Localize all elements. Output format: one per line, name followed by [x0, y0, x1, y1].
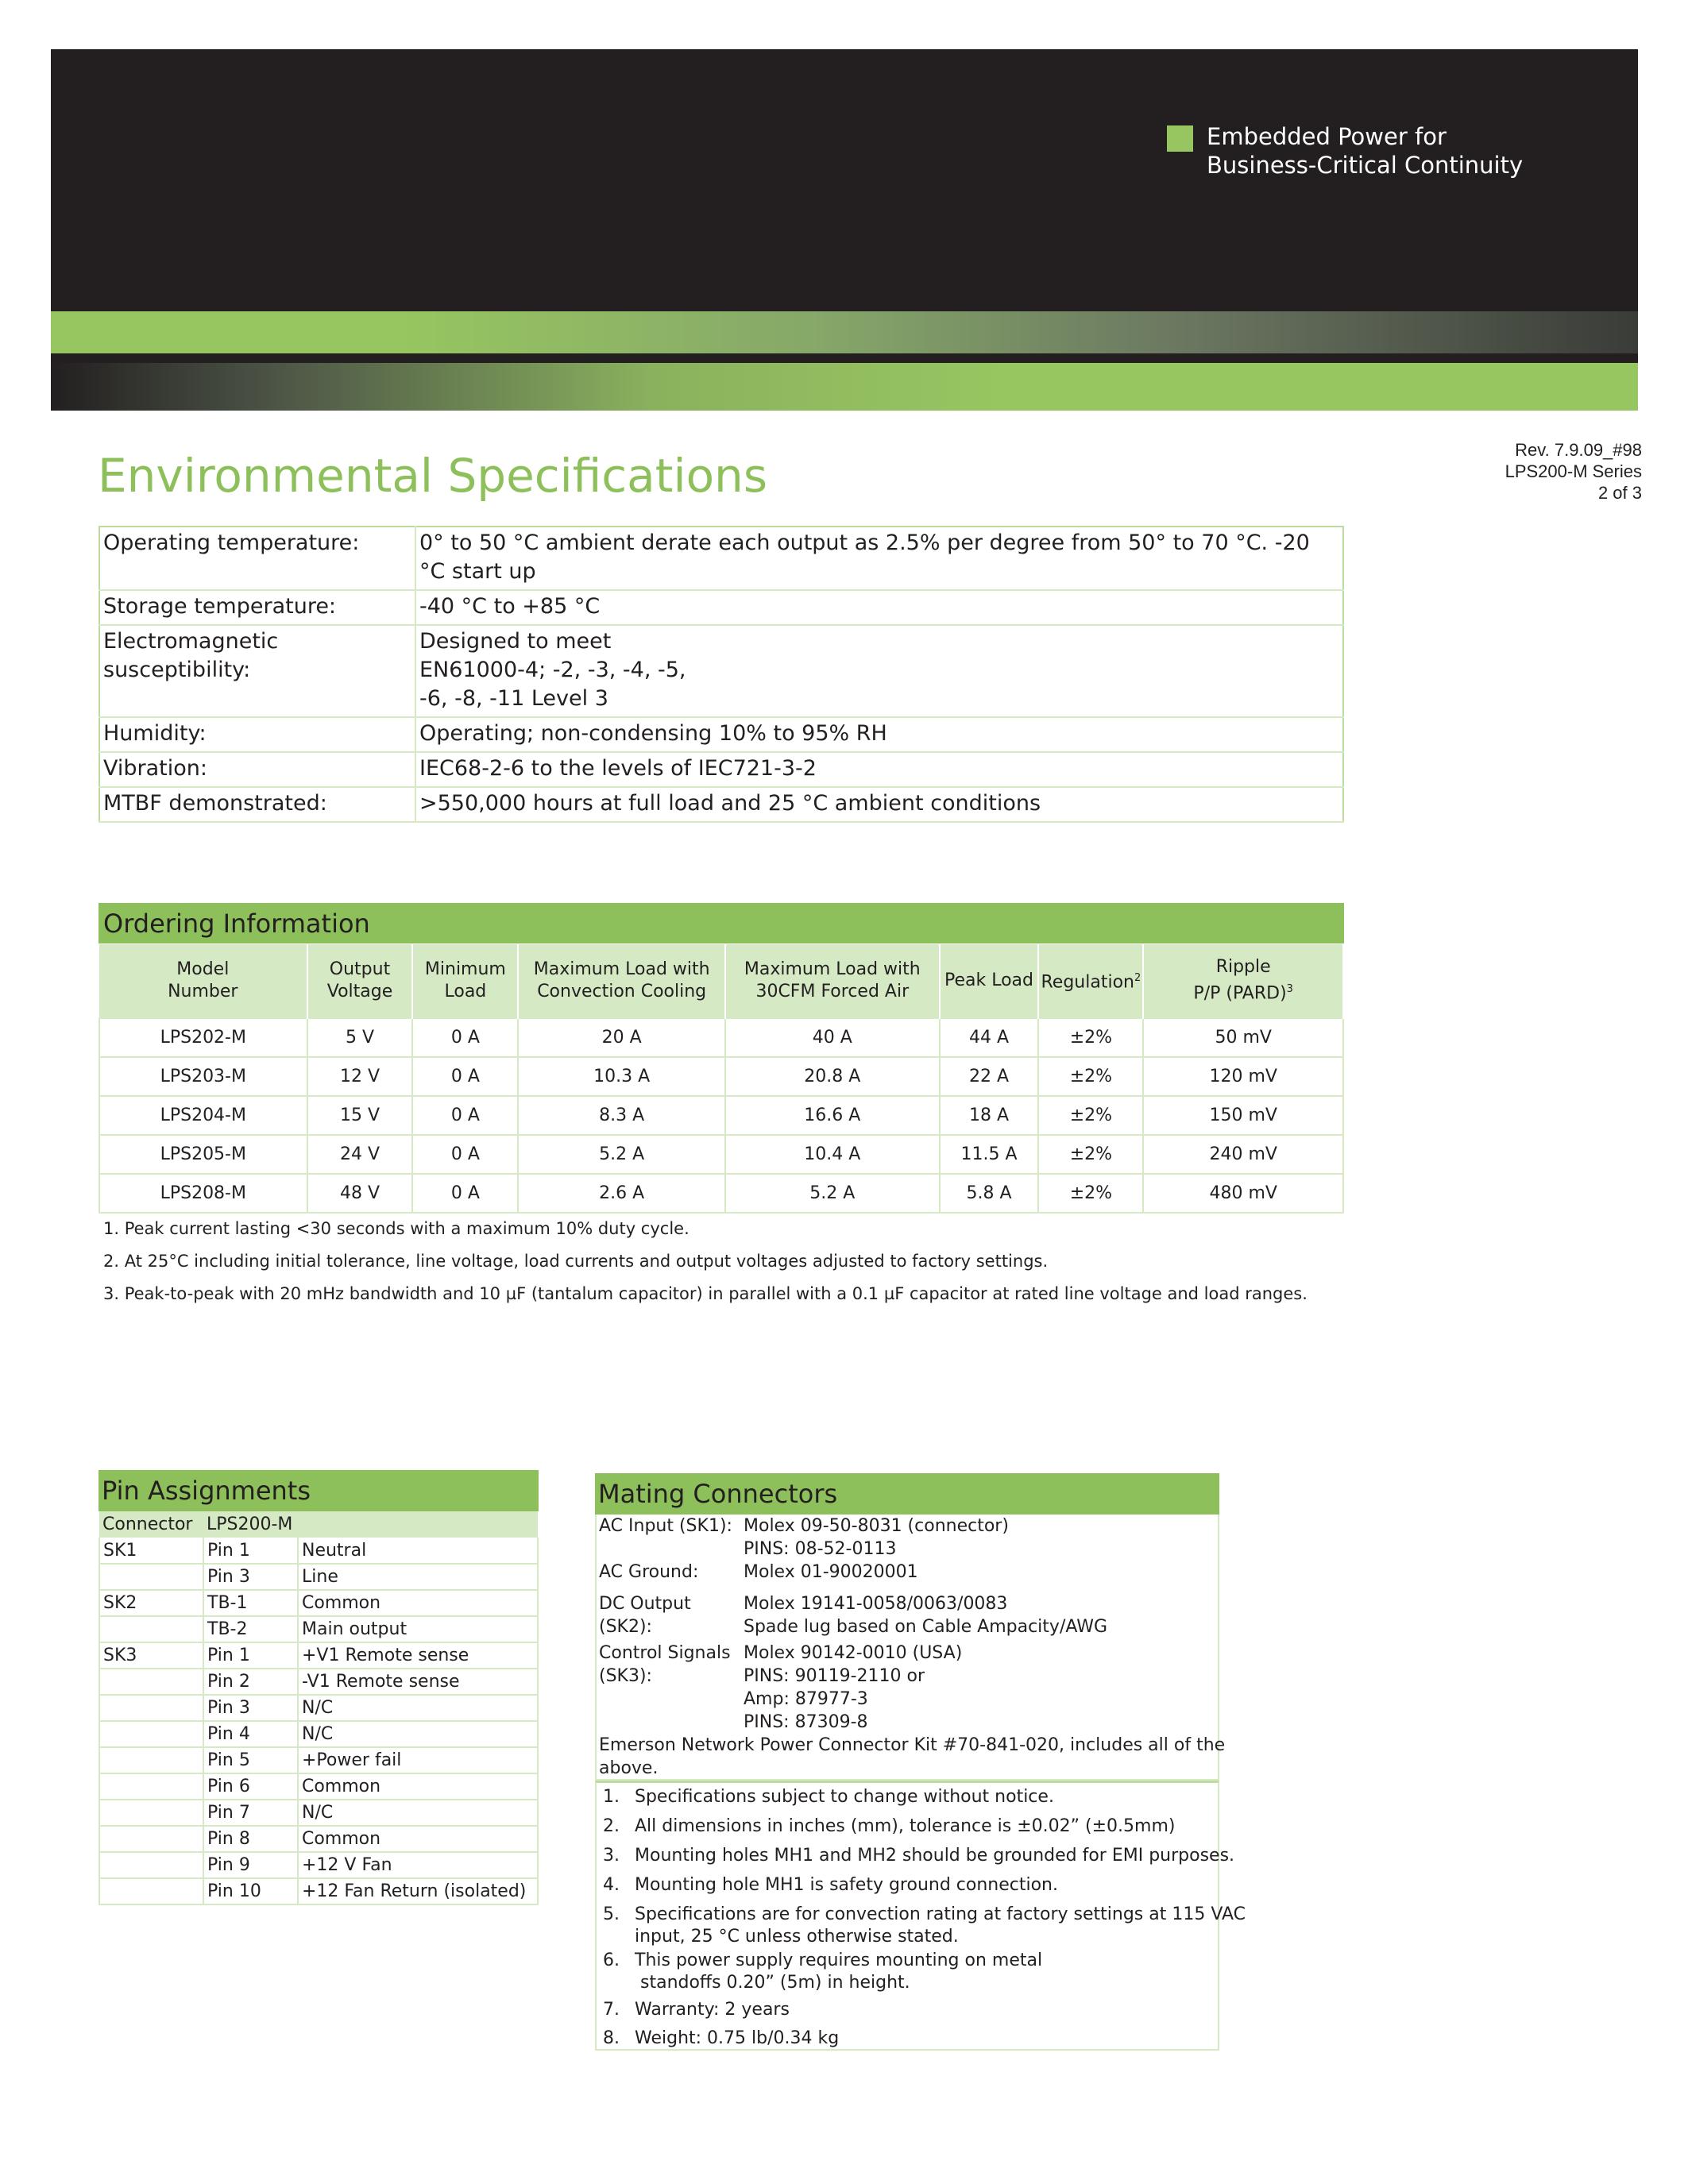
pin-cell: TB-2: [203, 1616, 298, 1642]
regulation-cell: ±2%: [1038, 1135, 1143, 1174]
convection-cell: 5.2 A: [518, 1135, 725, 1174]
ripple-cell: 150 mV: [1143, 1096, 1343, 1135]
ordering-footnote: 1. Peak current lasting <30 seconds with a maximum 10% duty cycle.: [103, 1219, 689, 1238]
function-cell: Neutral: [298, 1538, 538, 1564]
forced-air-cell: 5.2 A: [725, 1174, 940, 1213]
function-cell: N/C: [298, 1721, 538, 1747]
pin-cell: Pin 7: [203, 1800, 298, 1826]
control-signals-label-2: (SK3):: [599, 1666, 652, 1686]
function-cell: N/C: [298, 1800, 538, 1826]
table-row: [99, 1096, 1343, 1135]
table-row: [99, 1721, 538, 1747]
peak-cell: 22 A: [940, 1057, 1039, 1096]
pin-cell: Pin 5: [203, 1747, 298, 1773]
pin-assignments-title: Pin Assignments: [98, 1470, 539, 1511]
env-value: >550,000 hours at full load and 25 °C ambient conditions: [415, 787, 1343, 822]
function-cell: Common: [298, 1773, 538, 1800]
minload-cell: 0 A: [412, 1018, 518, 1057]
ac-input-pins: PINS: 08-52-0113: [744, 1539, 897, 1559]
voltage-cell: 48 V: [307, 1174, 413, 1213]
regulation-cell: ±2%: [1038, 1057, 1143, 1096]
control-signals-value-4: PINS: 87309-8: [744, 1712, 868, 1732]
function-cell: Line: [298, 1564, 538, 1590]
pin-header-connector: Connector: [99, 1511, 203, 1538]
ordering-header-row: [99, 944, 1343, 1018]
col-voltage-header: Output Voltage: [307, 944, 413, 1018]
regulation-cell: ±2%: [1038, 1018, 1143, 1057]
pin-assignments-table: [98, 1511, 539, 1905]
table-row: [99, 1878, 538, 1904]
control-signals-label: Control Signals: [599, 1643, 731, 1663]
env-value: IEC68-2-6 to the levels of IEC721-3-2: [415, 752, 1343, 787]
function-cell: +V1 Remote sense: [298, 1642, 538, 1669]
forced-air-cell: 10.4 A: [725, 1135, 940, 1174]
table-row: [99, 1747, 538, 1773]
control-signals-value-2: PINS: 90119-2110 or: [744, 1666, 925, 1686]
env-row: [99, 527, 1343, 590]
env-value: -40 °C to +85 °C: [415, 590, 1343, 625]
convection-cell: 20 A: [518, 1018, 725, 1057]
dc-output-value-2: Spade lug based on Cable Ampacity/AWG: [744, 1617, 1108, 1637]
env-label: Humidity:: [99, 717, 415, 752]
function-cell: Common: [298, 1826, 538, 1852]
list-item: 6. This power supply requires mounting on metal: [603, 1951, 1043, 1970]
regulation-cell: ±2%: [1038, 1174, 1143, 1213]
dc-output-label: DC Output: [599, 1594, 691, 1614]
pin-cell: Pin 3: [203, 1695, 298, 1721]
connector-cell: [99, 1773, 203, 1800]
voltage-cell: 12 V: [307, 1057, 413, 1096]
function-cell: N/C: [298, 1695, 538, 1721]
env-label: Operating temperature:: [99, 527, 415, 590]
table-row: [99, 1852, 538, 1878]
forced-air-cell: 20.8 A: [725, 1057, 940, 1096]
convection-cell: 8.3 A: [518, 1096, 725, 1135]
col-model-header: Model Number: [99, 944, 307, 1018]
pin-cell: TB-1: [203, 1590, 298, 1616]
list-item: 4. Mounting hole MH1 is safety ground connection.: [603, 1875, 1058, 1895]
model-cell: LPS204-M: [99, 1096, 307, 1135]
ordering-footnote: 2. At 25°C including initial tolerance, line voltage, load currents and output voltages adjusted to factory settings.: [103, 1252, 1049, 1271]
col-minload-header: Minimum Load: [412, 944, 518, 1018]
table-row: [99, 1695, 538, 1721]
minload-cell: 0 A: [412, 1096, 518, 1135]
function-cell: +12 Fan Return (isolated): [298, 1878, 538, 1904]
table-row: [99, 1773, 538, 1800]
pin-cell: Pin 8: [203, 1826, 298, 1852]
control-signals-value: Molex 90142-0010 (USA): [744, 1643, 963, 1663]
connector-cell: [99, 1695, 203, 1721]
col-regulation-header: Regulation$^2$: [1038, 944, 1143, 1018]
pin-header-model: LPS200-M: [203, 1511, 538, 1538]
table-row: [99, 1174, 1343, 1213]
page-title: Environmental Specifications: [98, 449, 768, 503]
pin-cell: Pin 2: [203, 1669, 298, 1695]
forced-air-cell: 40 A: [725, 1018, 940, 1057]
minload-cell: 0 A: [412, 1057, 518, 1096]
env-label: Electromagnetic susceptibility:: [99, 625, 415, 717]
env-row: [99, 590, 1343, 625]
table-row: [99, 1538, 538, 1564]
pin-cell: Pin 1: [203, 1642, 298, 1669]
environmental-spec-table: [98, 526, 1344, 823]
ripple-cell: 120 mV: [1143, 1057, 1343, 1096]
connector-kit-line-2: above.: [599, 1758, 659, 1778]
ripple-cell: 480 mV: [1143, 1174, 1343, 1213]
ripple-cell: 240 mV: [1143, 1135, 1343, 1174]
connector-cell: [99, 1564, 203, 1590]
minload-cell: 0 A: [412, 1135, 518, 1174]
pin-cell: Pin 6: [203, 1773, 298, 1800]
control-signals-value-3: Amp: 87977-3: [744, 1689, 868, 1709]
env-label: MTBF demonstrated:: [99, 787, 415, 822]
brand-square-icon: [1167, 125, 1193, 152]
ordering-footnote: 3. Peak-to-peak with 20 mHz bandwidth and 10 µF (tantalum capacitor) in parallel with a 0.1 µF capacitor at rated line voltage and load ranges.: [103, 1284, 1308, 1303]
env-label: Vibration:: [99, 752, 415, 787]
tagline-line-1: Embedded Power for: [1207, 123, 1447, 150]
env-row: [99, 625, 1343, 717]
model-cell: LPS202-M: [99, 1018, 307, 1057]
env-row: [99, 752, 1343, 787]
env-value: Designed to meet EN61000-4; -2, -3, -4, -5, -6, -8, -11 Level 3: [415, 625, 1343, 717]
table-row: [99, 1616, 538, 1642]
ac-input-value: Molex 09-50-8031 (connector): [744, 1516, 1009, 1536]
table-row: [99, 1800, 538, 1826]
table-row: [99, 1826, 538, 1852]
connector-cell: [99, 1826, 203, 1852]
peak-cell: 11.5 A: [940, 1135, 1039, 1174]
model-cell: LPS208-M: [99, 1174, 307, 1213]
ripple-cell: 50 mV: [1143, 1018, 1343, 1057]
ac-ground-value: Molex 01-90020001: [744, 1562, 918, 1582]
forced-air-cell: 16.6 A: [725, 1096, 940, 1135]
page-number: 2 of 3: [1597, 483, 1642, 503]
table-row: [99, 1564, 538, 1590]
connector-cell: SK1: [99, 1538, 203, 1564]
env-value: 0° to 50 °C ambient derate each output as 2.5% per degree from 50° to 70 °C. -20 °C start up: [415, 527, 1343, 590]
model-cell: LPS203-M: [99, 1057, 307, 1096]
col-forced-air-header: Maximum Load with 30CFM Forced Air: [725, 944, 940, 1018]
model-cell: LPS205-M: [99, 1135, 307, 1174]
pin-header-row: [99, 1511, 538, 1538]
revision-label: Rev. 7.9.09_#98: [1515, 440, 1642, 460]
connector-cell: [99, 1616, 203, 1642]
env-label: Storage temperature:: [99, 590, 415, 625]
mating-connectors-title: Mating Connectors: [595, 1473, 1219, 1515]
list-item-continued: standoffs 0.20” (5m) in height.: [635, 1973, 910, 1993]
ordering-section-title: Ordering Information: [98, 903, 1344, 943]
list-item-continued: input, 25 °C unless otherwise stated.: [635, 1927, 959, 1947]
function-cell: +12 V Fan: [298, 1852, 538, 1878]
table-row: [99, 1669, 538, 1695]
peak-cell: 5.8 A: [940, 1174, 1039, 1213]
list-item: 8. Weight: 0.75 lb/0.34 kg: [603, 2028, 840, 2048]
series-label: LPS200-M Series: [1505, 461, 1642, 481]
minload-cell: 0 A: [412, 1174, 518, 1213]
list-item: 7. Warranty: 2 years: [603, 2000, 790, 2020]
connector-cell: [99, 1878, 203, 1904]
connector-kit-line: Emerson Network Power Connector Kit #70-841-020, includes all of the: [599, 1735, 1226, 1755]
list-item: 2. All dimensions in inches (mm), tolerance is ±0.02” (±0.5mm): [603, 1816, 1176, 1836]
connector-cell: [99, 1747, 203, 1773]
connector-cell: SK3: [99, 1642, 203, 1669]
env-row: [99, 717, 1343, 752]
table-row: [99, 1135, 1343, 1174]
env-value: Operating; non-condensing 10% to 95% RH: [415, 717, 1343, 752]
connector-cell: [99, 1669, 203, 1695]
pin-cell: Pin 10: [203, 1878, 298, 1904]
table-row: [99, 1018, 1343, 1057]
voltage-cell: 5 V: [307, 1018, 413, 1057]
connector-cell: [99, 1721, 203, 1747]
ac-ground-label: AC Ground:: [599, 1562, 699, 1582]
table-row: [99, 1642, 538, 1669]
list-item: 5. Specifications are for convection rating at factory settings at 115 VAC: [603, 1904, 1246, 1924]
convection-cell: 10.3 A: [518, 1057, 725, 1096]
env-row: [99, 787, 1343, 822]
peak-cell: 18 A: [940, 1096, 1039, 1135]
function-cell: -V1 Remote sense: [298, 1669, 538, 1695]
col-ripple-header: Ripple P/P (PARD)$^3$: [1143, 944, 1343, 1018]
table-row: [99, 1590, 538, 1616]
pin-cell: Pin 4: [203, 1721, 298, 1747]
voltage-cell: 24 V: [307, 1135, 413, 1174]
function-cell: Main output: [298, 1616, 538, 1642]
connector-cell: SK2: [99, 1590, 203, 1616]
function-cell: Common: [298, 1590, 538, 1616]
mating-connectors-box: [595, 1515, 1226, 1781]
peak-cell: 44 A: [940, 1018, 1039, 1057]
banner-stripe-lower: [51, 363, 1638, 411]
banner-stripe-upper: [51, 311, 1638, 353]
connector-cell: [99, 1800, 203, 1826]
voltage-cell: 15 V: [307, 1096, 413, 1135]
dc-output-label-2: (SK2):: [599, 1617, 652, 1637]
general-notes-box: [595, 1781, 1246, 2051]
list-item: 3. Mounting holes MH1 and MH2 should be grounded for EMI purposes.: [603, 1846, 1235, 1866]
dc-output-value: Molex 19141-0058/0063/0083: [744, 1594, 1008, 1614]
convection-cell: 2.6 A: [518, 1174, 725, 1213]
tagline-line-2: Business-Critical Continuity: [1207, 152, 1524, 179]
col-peak-header: Peak Load: [940, 944, 1039, 1018]
pin-cell: Pin 3: [203, 1564, 298, 1590]
list-item: 1. Specifications subject to change without notice.: [603, 1787, 1054, 1807]
ac-input-label: AC Input (SK1):: [599, 1516, 732, 1536]
ordering-table: [98, 944, 1344, 1214]
pin-cell: Pin 9: [203, 1852, 298, 1878]
header-banner: [51, 49, 1638, 411]
table-row: [99, 1057, 1343, 1096]
col-convection-header: Maximum Load with Convection Cooling: [518, 944, 725, 1018]
pin-cell: Pin 1: [203, 1538, 298, 1564]
connector-cell: [99, 1852, 203, 1878]
regulation-cell: ±2%: [1038, 1096, 1143, 1135]
function-cell: +Power fail: [298, 1747, 538, 1773]
